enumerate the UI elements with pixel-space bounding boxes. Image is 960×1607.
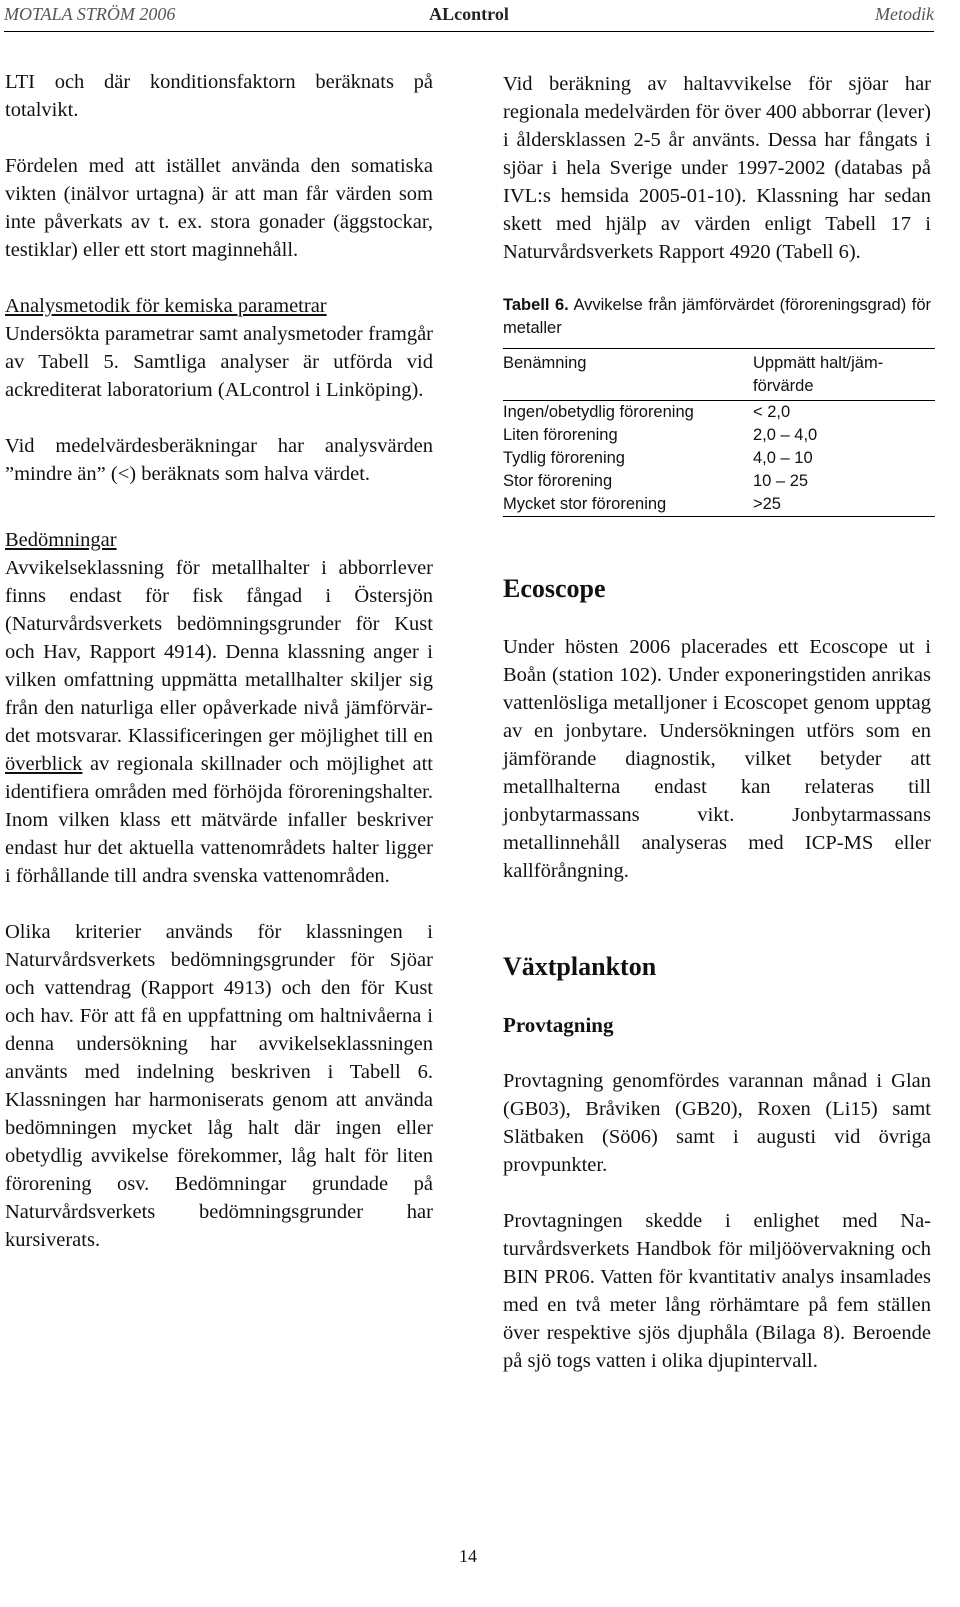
heading-bedomningar: Bedömningar [5,529,117,551]
table-row [503,493,935,517]
page-header [4,0,934,30]
heading-vaxtplankton: Växtplankton [503,952,657,981]
page-number: 14 [459,1546,477,1566]
paragraph-provtagning-handbok: Provtagningen skedde i enlighet med Naturvårdsverkets Handbok för miljöövervakning och BIN PR06. Vatten för kvantitativ analys insamlades med en två meter lång rörhämtare på fem ställen över respektive sjös djuphåla (Bilaga 8). Beroende på sjö togs vatten i olika djupintervall. [503,1210,931,1372]
paragraph-ecoscope: Under hösten 2006 placerades ett Ecoscope ut i Boån (station 102). Under exponeringstiden anrikas vattenlösliga metalljoner i Ecoscopet genom upptag av en jonbytare. Undersökningen utförs som en jämförande diagnostik, vilket betyder att metallhalterna endast kan relateras till jonbytarmassans vikt. Jonbytarmassans metallinnehåll analyseras med ICP-MS eller kallförångning. [503,636,931,882]
term-overblick: överblick [5,753,83,775]
header-section: Metodik [875,4,934,24]
table-cell: < 2,0 [753,403,791,421]
table-cell: Liten förorening [503,426,618,444]
header-report-title: MOTALA STRÖM 2006 [4,4,176,24]
heading-ecoscope: Ecoscope [503,574,606,603]
table-cell: 2,0 – 4,0 [753,426,818,444]
table-cell: 10 – 25 [753,472,809,490]
table-row [503,447,935,470]
table-cell: 4,0 – 10 [753,449,813,467]
header-rule [4,31,934,32]
paragraph-medelvarden: Vid medelvärdesberäkningar har analysvärden ”mindre än” (<) beräknats som halva värdet. [5,435,433,485]
table-cell: Stor förorening [503,472,613,490]
paragraph-analysmetoder: Undersökta parametrar samt analysmetoder framgår av Tabell 5. Samtliga analyser är utförda vid ackrediterat laboratorium (ALcontrol i Linköping). [5,323,433,401]
table-cell: Tydlig förorening [503,449,625,467]
heading-provtagning: Provtagning [503,1013,614,1037]
right-column [503,70,931,1375]
paragraph-haltavvikelse: Vid beräkning av haltavvikelse för sjöar har regionala medelvärden för över 400 abborrar (lever) i åldersklassen 2-5 år använts. Dessa har fångats i sjöar i hela Sverige under 1997-2002 (databas på IVL:s hemsida 2005-01-10). Klassning har sedan skett med hjälp av värden enligt Tabell 17 i Naturvårdsverkets Rapport 4920 (Tabell 6). [503,73,932,263]
heading-analysmetodik: Analysmetodik för kemiska parametrar [5,295,327,317]
paragraph-avvikelseklassning: Avvikelseklassning för metallhalter i abborrlever finns endast för fisk fångad i Östersjön (Naturvårdsverkets bedömningsgrunder för Kust och Hav, Rapport 4914). Denna klassning anger i vilken omfattning uppmätta metallhalter skiljer sig från den naturliga eller opåverkade nivå jämförvärdet motsvarar. Klassificeringen ger möjlighet till en överblick av regionala skillnader och möjlighet att identifiera områden med förhöjda föroreningshalter. Inom vilken klass ett mätvärde infaller beskriver endast hur det aktuella vattenområdets halter ligger i förhållande till andra svenska vattenområden. [5,557,433,887]
table-header-row [503,349,935,401]
table-cell: Ingen/obetydlig förorening [503,403,694,421]
table-cell: Mycket stor förorening [503,495,667,513]
table-caption: Tabell 6. Avvikelse från jämförvärdet (föroreningsgrad) för metaller [503,296,931,337]
table-header-cell: Uppmätt halt/jämförvärde [753,354,884,395]
table-row [503,470,935,493]
paragraph-lti: LTI och där konditionsfaktorn beräknats på totalvikt. [5,71,433,121]
paragraph-provtagning: Provtagning genomfördes varannan månad i Glan (GB03), Bråviken (GB20), Roxen (Li15) samt Slätbaken (Sö06) samt i augusti vid övriga provpunkter. [503,1070,931,1176]
metal-deviation-table [503,348,935,517]
paragraph-somatisk-vikt: Fördelen med att istället använda den somatiska vikten (inälvor urtagna) är att man får värden som inte påverkats av t. ex. stora gonader (äggstockar, testiklar) eller ett stort maginnehåll. [5,155,433,261]
table-header-cell: Benämning [503,354,587,372]
header-company: ALcontrol [429,4,509,24]
table-row [503,401,935,425]
paragraph-kriterier: Olika kriterier används för klassningen i Naturvårdsverkets bedömningsgrunder för Sjöar och vattendrag (Rapport 4913) och den för Kust och hav. För att få en uppfattning om haltnivåerna i denna undersökning har avvikelseklassningen använts med indelning beskriven i Tabell 6. Klassningen har harmoniserats genom att använda bedömningen mycket låg halt där ingen eller obetydlig avvikelse förekommer, låg halt för liten förorening osv. Bedömningar grundade på Naturvårdsverkets bedömningsgrunder har kursiverats. [5,921,433,1251]
table-row [503,424,935,447]
table-cell: >25 [753,495,781,513]
left-column [5,68,433,1254]
table-caption-label: Tabell 6. [503,296,569,314]
